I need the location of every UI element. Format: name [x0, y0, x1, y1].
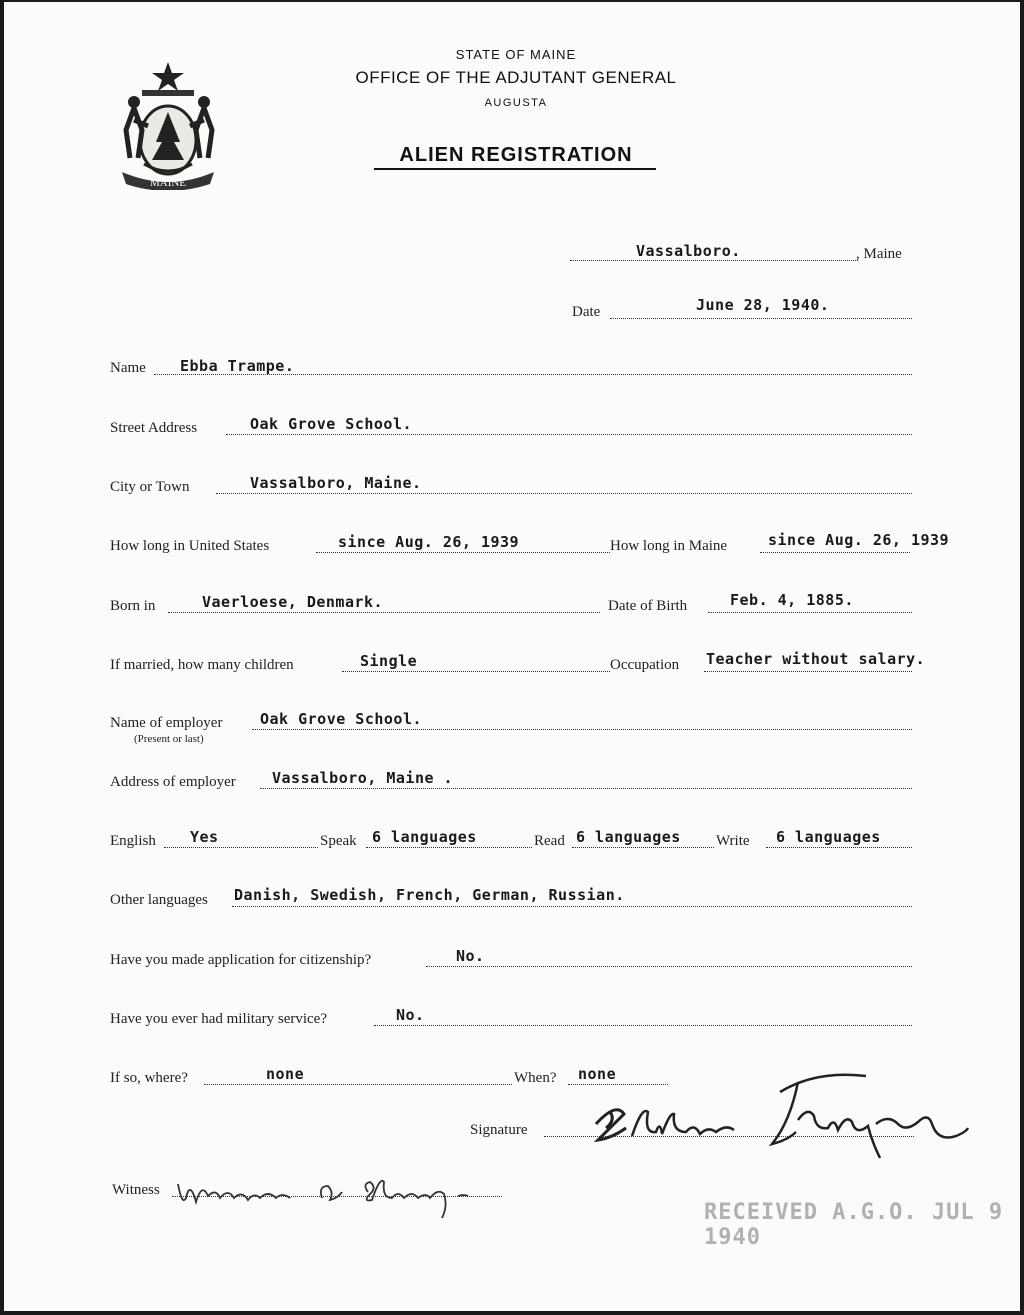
maine-value: since Aug. 26, 1939 — [768, 531, 950, 549]
maine-line — [760, 552, 910, 553]
speak-value: 6 languages — [372, 828, 477, 846]
other-languages-label: Other languages — [110, 892, 208, 908]
employer-address-label: Address of employer — [110, 774, 236, 790]
other-languages-line — [232, 906, 912, 907]
date-value: June 28, 1940. — [696, 296, 830, 314]
employer-note: (Present or last) — [134, 733, 204, 745]
dob-line — [708, 612, 912, 613]
name-label: Name — [110, 360, 146, 376]
citizenship-value: No. — [456, 947, 485, 965]
write-line — [766, 847, 912, 848]
employer-label: Name of employer — [110, 715, 223, 731]
read-value: 6 languages — [576, 828, 681, 846]
office-heading: OFFICE OF THE ADJUTANT GENERAL — [355, 68, 677, 87]
us-label: How long in United States — [110, 538, 270, 554]
city-value: Vassalboro, Maine. — [250, 474, 422, 492]
witness-label: Witness — [112, 1182, 160, 1198]
received-stamp: RECEIVED A.G.O. JUL 9 1940 — [704, 1200, 1004, 1250]
signature-label: Signature — [470, 1122, 528, 1138]
seal-banner-text: MAINE — [149, 177, 187, 189]
state-heading: STATE OF MAINE — [455, 47, 577, 62]
english-value: Yes — [190, 828, 219, 846]
employer-address-value: Vassalboro, Maine . — [272, 769, 454, 787]
occupation-value: Teacher without salary. — [706, 650, 926, 668]
write-value: 6 languages — [776, 828, 881, 846]
city-heading: AUGUSTA — [484, 97, 548, 109]
street-label: Street Address — [110, 420, 198, 436]
witness-handwriting — [172, 1162, 492, 1222]
registration-form — [4, 2, 1020, 1311]
employer-value: Oak Grove School. — [260, 710, 423, 728]
military-label: Have you ever had military service? — [110, 1011, 327, 1027]
dob-value: Feb. 4, 1885. — [730, 591, 854, 609]
english-line — [164, 847, 318, 848]
place-suffix: , Maine — [856, 246, 902, 262]
title-underline — [374, 168, 656, 170]
write-label: Write — [716, 833, 750, 849]
date-line — [610, 318, 912, 319]
born-value: Vaerloese, Denmark. — [202, 593, 384, 611]
children-value: Single — [360, 652, 418, 670]
maine-label: How long in Maine — [610, 538, 728, 554]
street-line — [226, 434, 912, 435]
when-value: none — [578, 1065, 617, 1083]
other-languages-value: Danish, Swedish, French, German, Russian. — [234, 886, 625, 904]
born-label: Born in — [110, 598, 156, 614]
occupation-line — [704, 671, 912, 672]
citizenship-line — [426, 966, 912, 967]
street-value: Oak Grove School. — [250, 415, 413, 433]
name-value: Ebba Trampe. — [180, 357, 295, 375]
english-label: English — [110, 833, 156, 849]
children-label: If married, how many children — [110, 657, 294, 673]
occupation-label: Occupation — [610, 657, 680, 673]
where-label: If so, where? — [110, 1070, 188, 1086]
employer-line — [252, 729, 912, 730]
place-line — [570, 260, 858, 261]
read-line — [572, 847, 714, 848]
military-line — [374, 1025, 912, 1026]
read-label: Read — [534, 833, 565, 849]
signature-handwriting — [576, 1062, 976, 1172]
us-value: since Aug. 26, 1939 — [338, 533, 520, 551]
citizenship-label: Have you made application for citizenship? — [110, 952, 372, 968]
where-line — [204, 1084, 512, 1085]
military-value: No. — [396, 1006, 425, 1024]
when-label: When? — [514, 1070, 557, 1086]
dob-label: Date of Birth — [608, 598, 688, 614]
date-label: Date — [572, 304, 601, 320]
children-line — [342, 671, 610, 672]
city-label: City or Town — [110, 479, 190, 495]
born-line — [168, 612, 600, 613]
speak-label: Speak — [320, 833, 357, 849]
us-line — [316, 552, 610, 553]
form-title: ALIEN REGISTRATION — [399, 144, 633, 166]
place-value: Vassalboro. — [636, 242, 741, 260]
where-value: none — [266, 1065, 305, 1083]
employer-address-line — [260, 788, 912, 789]
city-line — [216, 493, 912, 494]
speak-line — [366, 847, 532, 848]
